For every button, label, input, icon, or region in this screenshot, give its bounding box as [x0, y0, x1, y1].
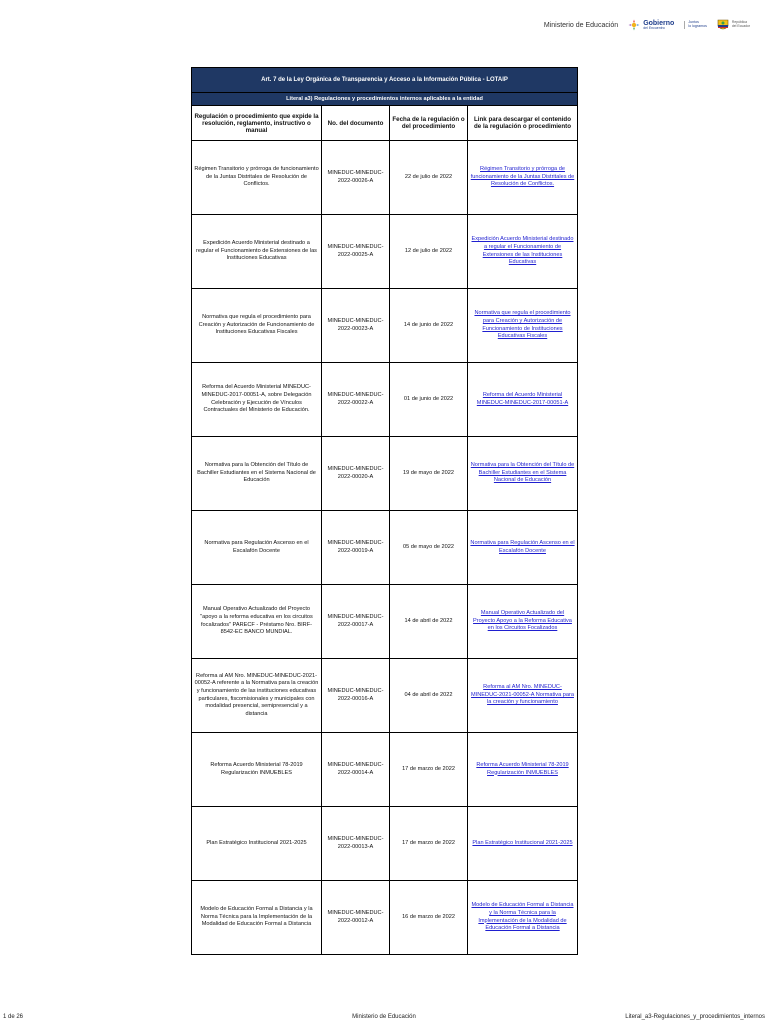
date-cell: 17 de marzo de 2022 [390, 807, 468, 881]
download-link[interactable]: Régimen Transitorio y prórroga de funcionamiento de la Juntas Distritales de Resolución de Conflictos. [470, 166, 575, 188]
document-number-cell: MINEDUC-MINEDUC-2022-00020-A [322, 437, 390, 511]
download-link[interactable]: Reforma Acuerdo Ministerial 78-2019 Regularización INMUEBLES [476, 761, 569, 776]
document-number-cell: MINEDUC-MINEDUC-2022-00017-A [322, 585, 390, 659]
column-header-document-number: No. del documento [322, 106, 390, 141]
juntos-logo [684, 21, 707, 29]
juntos-line-2: lo logramos [688, 24, 707, 28]
download-link[interactable]: Modelo de Educación Formal a Distancia y la Norma Técnica para la Implementación de la Modalidad de Educación Formal a Distancia [471, 902, 574, 932]
regulation-name-cell: Normativa para la Obtención del Título de Bachiller Estudiantes en el Sistema Nacional de Educación [192, 437, 322, 511]
download-link[interactable]: Reforma al AM Nro. MINEDUC-MINEDUC-2021-00052-A Normativa para la creación y funcionamiento [471, 684, 574, 706]
footer-ministry: Ministerio de Educación [352, 1014, 416, 1020]
download-link-cell [468, 215, 578, 289]
republica-line-2: del Ecuador [731, 24, 750, 28]
date-cell: 04 de abril de 2022 [390, 659, 468, 733]
download-link[interactable]: Expedición Acuerdo Ministerial destinado a regular el Funcionamiento de Extensiones de las Instituciones Educativas [471, 236, 574, 266]
document-number-cell: MINEDUC-MINEDUC-2022-00019-A [322, 511, 390, 585]
download-link-cell [468, 807, 578, 881]
column-header-date: Fecha de la regulación o del procedimiento [390, 106, 468, 141]
date-cell: 14 de junio de 2022 [390, 289, 468, 363]
gobierno-logo-subtext: del Encuentro [643, 25, 665, 30]
document-number-cell: MINEDUC-MINEDUC-2022-00023-A [322, 289, 390, 363]
document-number-cell: MINEDUC-MINEDUC-2022-00016-A [322, 659, 390, 733]
gobierno-logo-text: Gobierno [643, 19, 675, 27]
table-row [192, 363, 578, 437]
regulation-name-cell: Modelo de Educación Formal a Distancia y la Norma Técnica para la Implementación de la Modalidad de Educación Formal a Distancia [192, 881, 322, 955]
table-row [192, 141, 578, 215]
date-cell: 22 de julio de 2022 [390, 141, 468, 215]
table-row [192, 807, 578, 881]
regulation-name-cell: Plan Estratégico Institucional 2021-2025 [192, 807, 322, 881]
date-cell: 05 de mayo de 2022 [390, 511, 468, 585]
table-subtitle: Literal a3) Regulaciones y procedimientos internos aplicables a la entidad [192, 93, 578, 106]
date-cell: 16 de marzo de 2022 [390, 881, 468, 955]
gobierno-logo [628, 19, 674, 31]
regulation-name-cell: Normativa que regula el procedimiento para Creación y Autorización de Funcionamiento de Instituciones Educativas Fiscales [192, 289, 322, 363]
footer-filename: Literal_a3-Regulaciones_y_procedimientos_internos [625, 1014, 765, 1020]
column-header-link: Link para descargar el contenido de la regulación o procedimiento [468, 106, 578, 141]
table-row [192, 289, 578, 363]
table-title: Art. 7 de la Ley Orgánica de Transparencia y Acceso a la Información Pública - LOTAIP [192, 68, 578, 93]
page-header [544, 18, 750, 32]
document-number-cell: MINEDUC-MINEDUC-2022-00025-A [322, 215, 390, 289]
document-number-cell: MINEDUC-MINEDUC-2022-00022-A [322, 363, 390, 437]
download-link-cell [468, 437, 578, 511]
date-cell: 14 de abril de 2022 [390, 585, 468, 659]
date-cell: 19 de mayo de 2022 [390, 437, 468, 511]
table-row [192, 215, 578, 289]
download-link-cell [468, 881, 578, 955]
page-number: 1 de 26 [3, 1014, 24, 1020]
date-cell: 17 de marzo de 2022 [390, 733, 468, 807]
table-row [192, 511, 578, 585]
ministry-name: Ministerio de Educación [543, 21, 619, 29]
download-link-cell [468, 733, 578, 807]
download-link-cell [468, 289, 578, 363]
download-link-cell [468, 363, 578, 437]
regulation-name-cell: Expedición Acuerdo Ministerial destinado a regular el Funcionamiento de Extensiones de las Instituciones Educativas [192, 215, 322, 289]
regulation-name-cell: Reforma Acuerdo Ministerial 78-2019 Regularización INMUEBLES [192, 733, 322, 807]
download-link-cell [468, 659, 578, 733]
download-link-cell [468, 511, 578, 585]
republica-line-1: República [731, 20, 747, 25]
table-row [192, 585, 578, 659]
juntos-line-1: Juntos [688, 20, 699, 25]
document-number-cell: MINEDUC-MINEDUC-2022-00013-A [322, 807, 390, 881]
column-header-regulation: Regulación o procedimiento que expide la resolución, reglamento, instructivo o manual [192, 106, 322, 141]
table-row [192, 881, 578, 955]
table-row [192, 659, 578, 733]
table-row [192, 733, 578, 807]
table-row [192, 437, 578, 511]
download-link[interactable]: Plan Estratégico Institucional 2021-2025 [472, 839, 573, 846]
document-number-cell: MINEDUC-MINEDUC-2022-00026-A [322, 141, 390, 215]
republica-logo [717, 18, 750, 32]
download-link-cell [468, 585, 578, 659]
download-link[interactable]: Normativa para la Obtención del Título de Bachiller Estudiantes en el Sistema Nacional de Educación [470, 462, 575, 484]
coat-of-arms-icon [717, 18, 729, 32]
table-body [192, 141, 578, 955]
regulations-table [191, 67, 578, 955]
regulation-name-cell: Manual Operativo Actualizado del Proyecto "apoyo a la reforma educativa en los circuitos focalizados" PARECF - Préstamo Nro. BIRF-8542-EC BANCO MUNDIAL. [192, 585, 322, 659]
regulation-name-cell: Reforma del Acuerdo Ministerial MINEDUC-MINEDUC-2017-00051-A, sobre Delegación Celebración y Ejecución de Vínculos Contractuales del Ministerio de Educación. [192, 363, 322, 437]
download-link[interactable]: Normativa que regula el procedimiento para Creación y Autorización de Funcionamiento de Instituciones Educativas Fiscales [474, 310, 571, 340]
document-number-cell: MINEDUC-MINEDUC-2022-00012-A [322, 881, 390, 955]
regulation-name-cell: Régimen Transitorio y prórroga de funcionamiento de la Juntas Distritales de Resolución de Conflictos. [192, 141, 322, 215]
gobierno-sun-icon [628, 19, 640, 31]
document-number-cell: MINEDUC-MINEDUC-2022-00014-A [322, 733, 390, 807]
download-link-cell [468, 141, 578, 215]
download-link[interactable]: Reforma del Acuerdo Ministerial MINEDUC-MINEDUC-2017-00051-A [476, 391, 569, 406]
regulation-name-cell: Normativa para Regulación Ascenso en el Escalafón Docente [192, 511, 322, 585]
date-cell: 01 de junio de 2022 [390, 363, 468, 437]
download-link[interactable]: Manual Operativo Actualizado del Proyecto Apoyo a la Reforma Educativa en los Circuitos Focalizados [473, 610, 572, 632]
regulation-name-cell: Reforma al AM Nro. MINEDUC-MINEDUC-2021-00052-A referente a la Normativa para la creación y funcionamiento de las instituciones educativas particulares, fiscomisionales y municipales con modalidad presencial, semipresencial y a distancia [192, 659, 322, 733]
download-link[interactable]: Normativa para Regulación Ascenso en el Escalafón Docente [470, 539, 575, 554]
date-cell: 12 de julio de 2022 [390, 215, 468, 289]
